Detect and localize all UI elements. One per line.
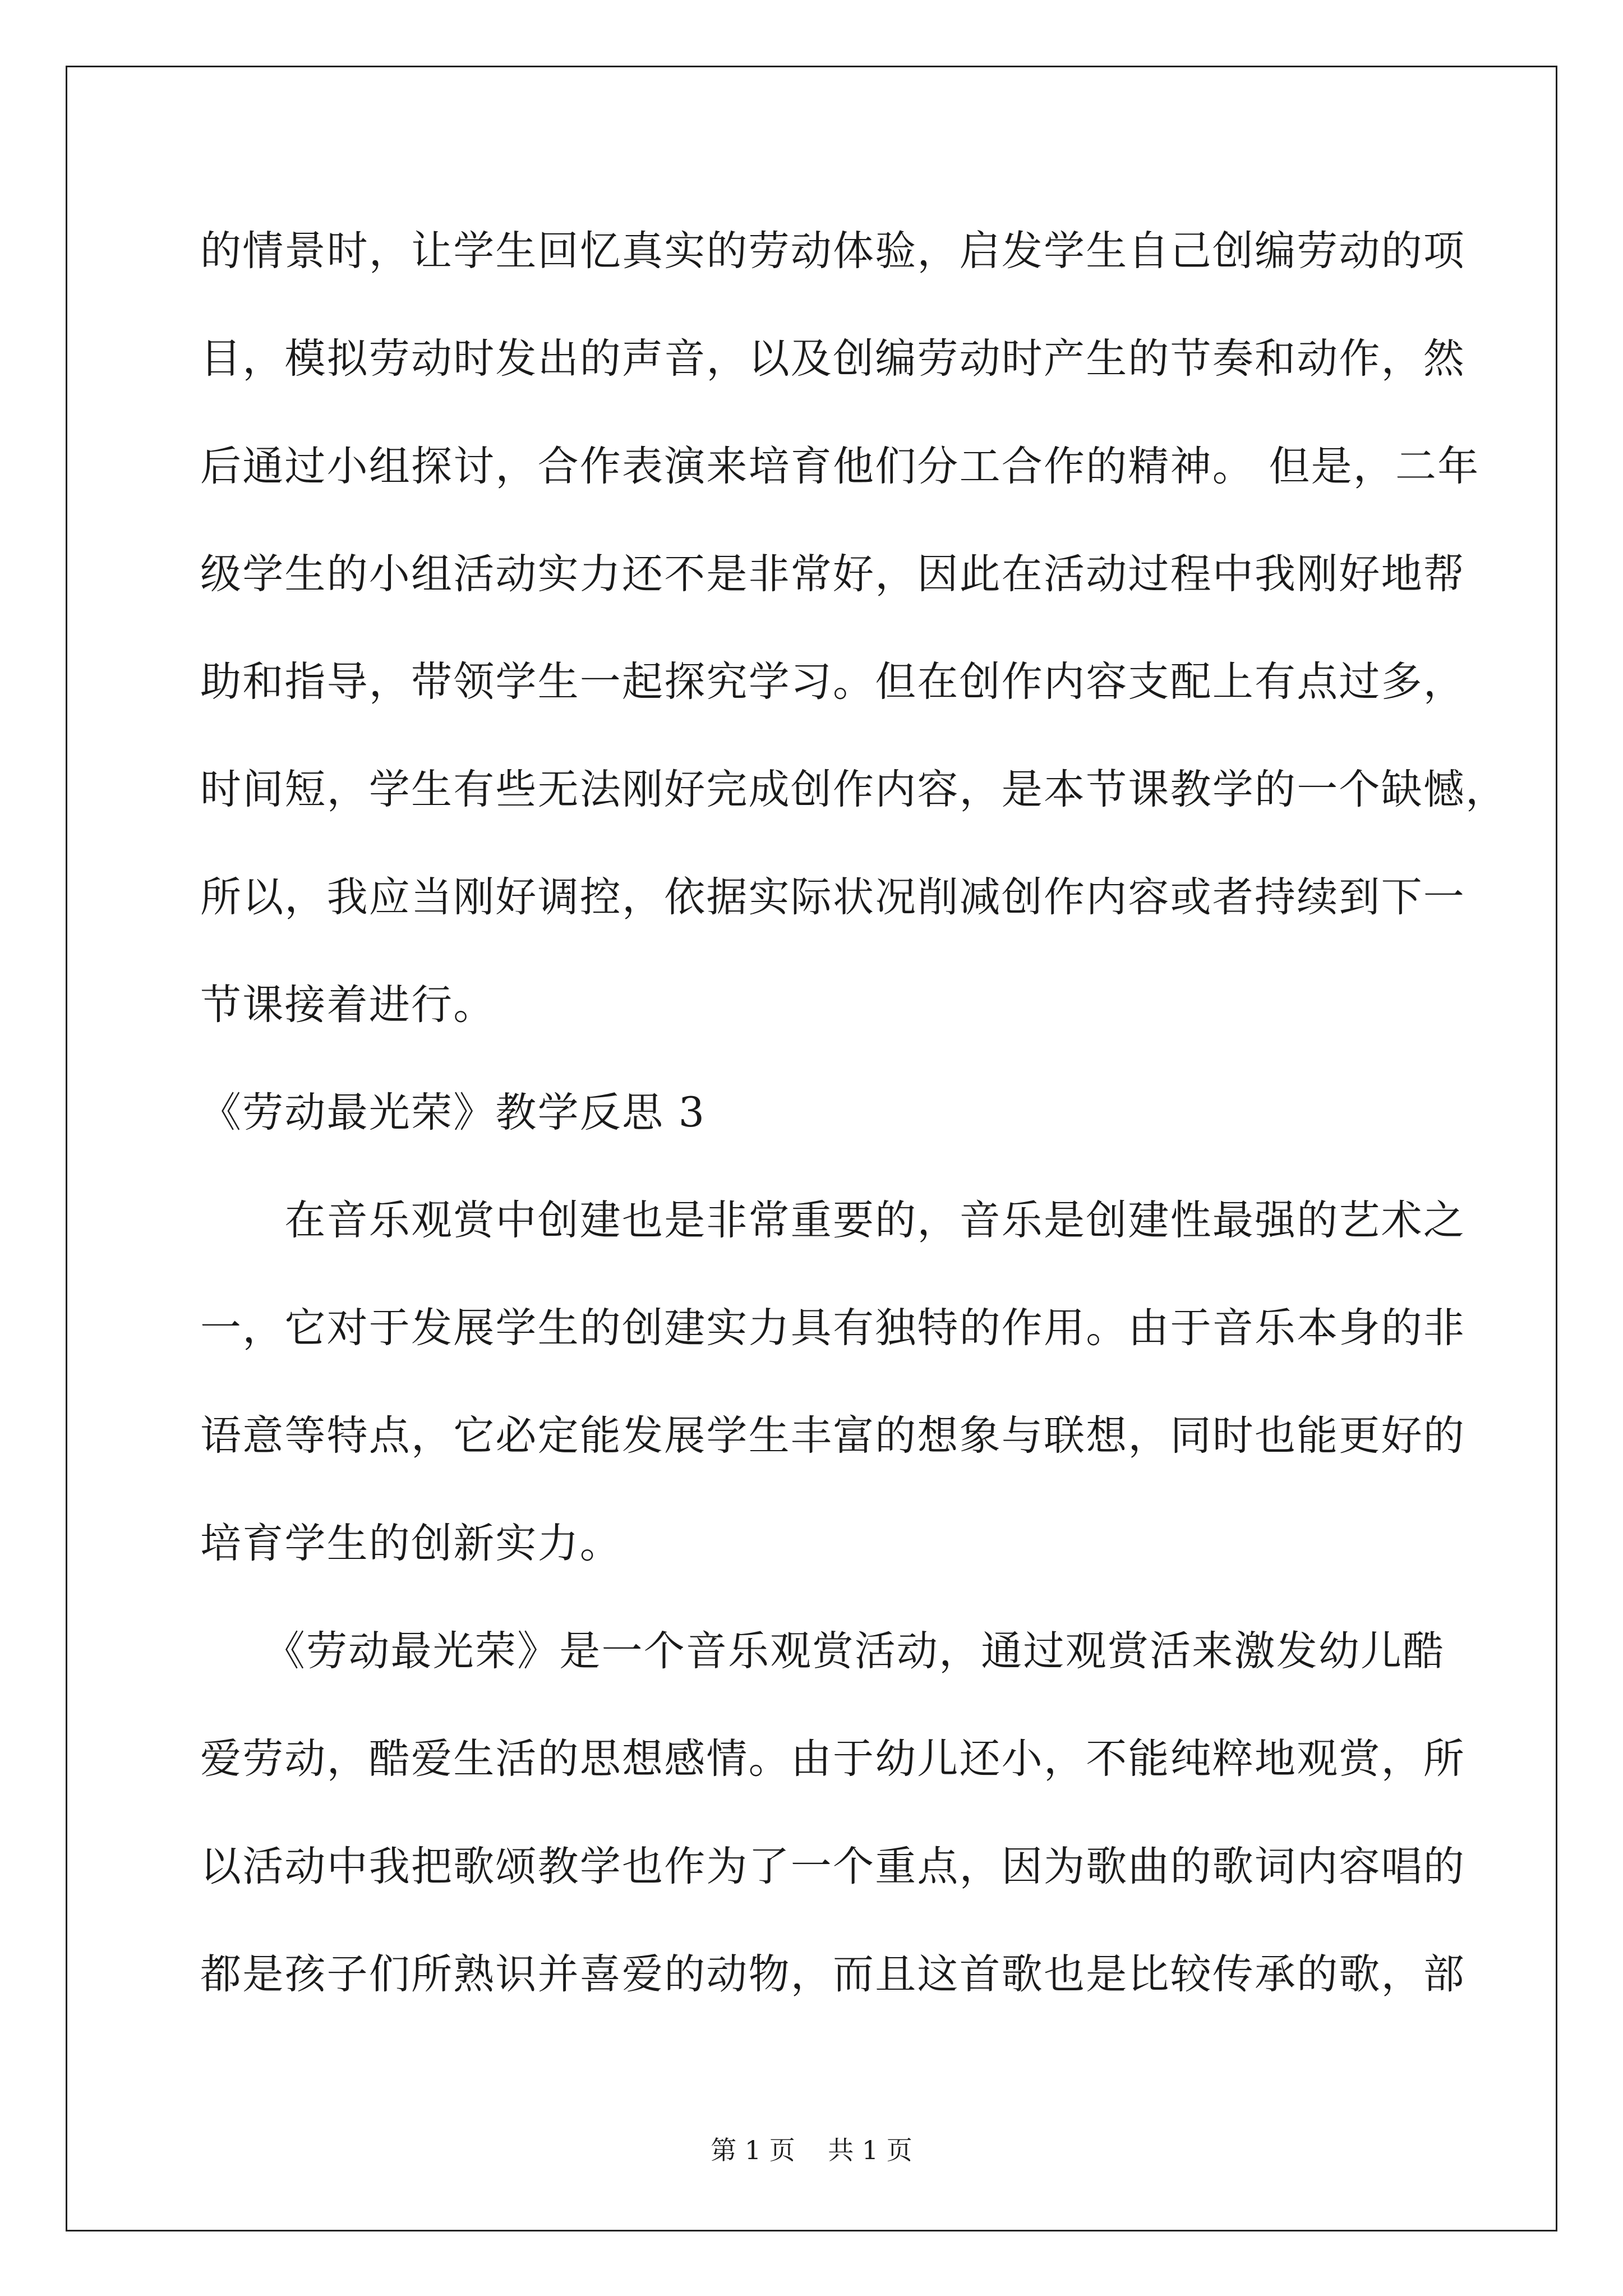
body-text-line: 《劳动最光荣》是一个音乐观赏活动，通过观赏活来激发幼儿酷 <box>200 1627 1445 1675</box>
body-text-line: 在音乐观赏中创建也是非常重要的，音乐是创建性最强的艺术之 <box>200 1197 1465 1244</box>
body-text-line: 后通过小组探讨，合作表演来培育他们分工合作的精神。 但是，二年 <box>200 443 1480 490</box>
body-text-line: 以活动中我把歌颂教学也作为了一个重点，因为歌曲的歌词内容唱的 <box>200 1843 1465 1890</box>
page-number-footer: 第 1 页 共 1 页 <box>711 2135 912 2165</box>
body-text-line: 时间短，学生有些无法刚好完成创作内容，是本节课教学的一个缺憾， <box>200 766 1508 813</box>
body-text-line: 的情景时，让学生回忆真实的劳动体验，启发学生自己创编劳动的项 <box>200 227 1465 275</box>
body-text-line: 培育学生的创新实力。 <box>200 1520 622 1567</box>
body-text-line: 节课接着进行。 <box>200 981 496 1029</box>
body-text-line: 目，模拟劳动时发出的声音，以及创编劳动时产生的节奏和动作，然 <box>200 335 1465 383</box>
body-text-line: 一，它对于发展学生的创建实力具有独特的作用。由于音乐本身的非 <box>200 1304 1465 1352</box>
body-text-line: 级学生的小组活动实力还不是非常好，因此在活动过程中我刚好地帮 <box>200 550 1465 598</box>
page-border <box>66 66 1557 2231</box>
body-text-line: 助和指导，带领学生一起探究学习。但在创作内容支配上有点过多， <box>200 658 1465 706</box>
body-text-line: 都是孩子们所熟识并喜爱的动物，而且这首歌也是比较传承的歌，部 <box>200 1950 1465 1998</box>
body-text-line: 爱劳动，酷爱生活的思想感情。由于幼儿还小，不能纯粹地观赏，所 <box>200 1735 1465 1783</box>
section-heading: 《劳动最光荣》教学反思 3 <box>200 1089 706 1137</box>
body-text-line: 语意等特点，它必定能发展学生丰富的想象与联想，同时也能更好的 <box>200 1412 1465 1460</box>
body-text-line: 所以，我应当刚好调控，依据实际状况削减创作内容或者持续到下一 <box>200 873 1465 921</box>
